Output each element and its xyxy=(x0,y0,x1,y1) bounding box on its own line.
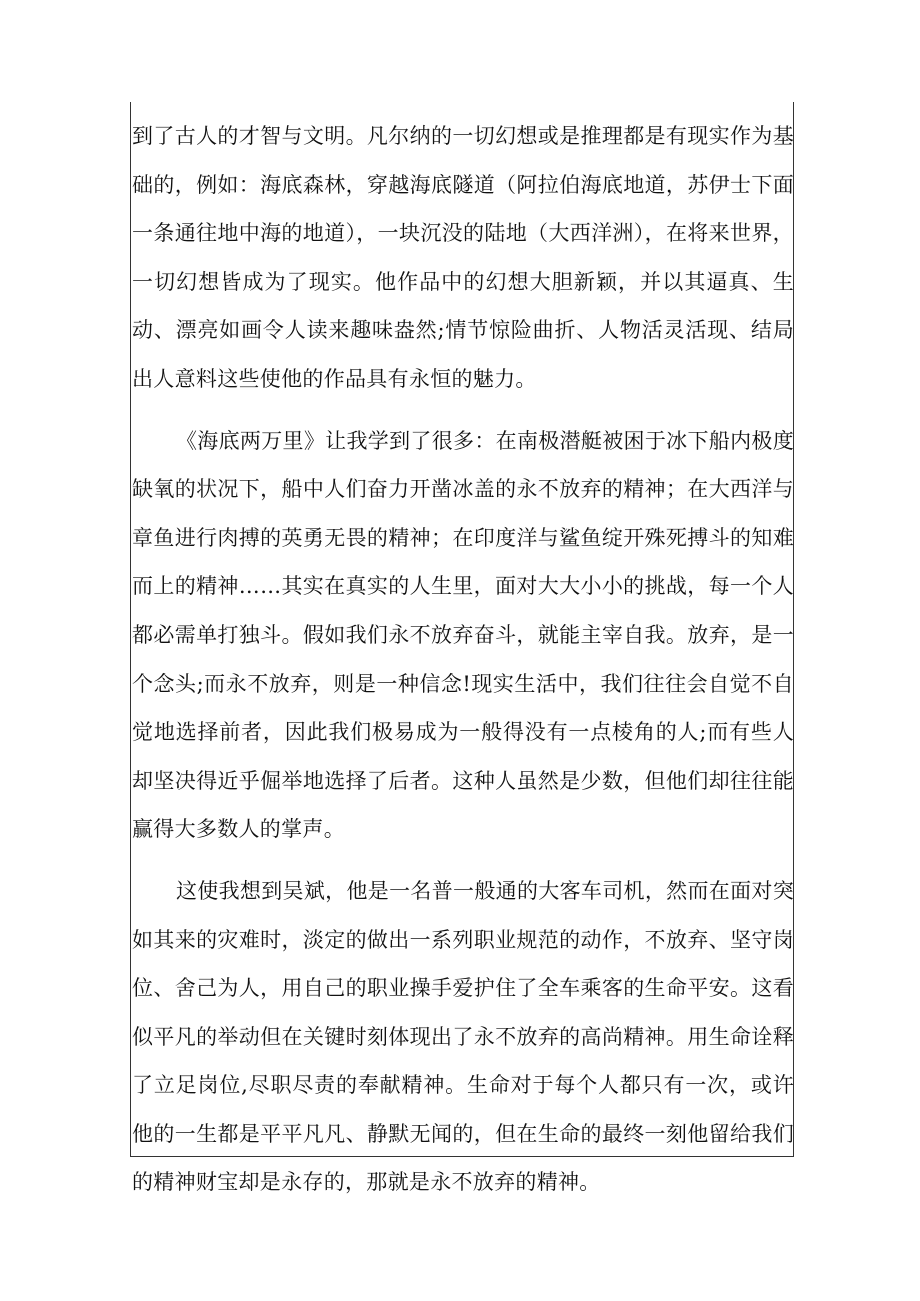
paragraph-3: 这使我想到吴斌，他是一名普一般通的大客车司机，然而在面对突如其来的灾难时，淡定的做出一系列职业规范的动作，不放弃、坚守岗位、舍己为人，用自己的职业操手爱护住了全车乘客的生命平安。这看似平凡的举动但在关键时刻体现出了永不放弃的高尚精神。用生命诠释了立足岗位,尽职尽责的奉献精神。生命对于每个人都只有一次，或许他的一生都是平平凡凡、静默无闻的，但在生命的最终一刻他留给我们的精神财宝却是永存的，那就是永不放弃的精神。 xyxy=(132,878,794,1195)
paragraph-2: 《海底两万里》让我学到了很多：在南极潜艇被困于冰下船内极度缺氧的状况下，船中人们奋力开凿冰盖的永不放弃的精神；在大西洋与章鱼进行肉搏的英勇无畏的精神；在印度洋与鲨鱼绽开殊死搏斗的知难而上的精神……其实在真实的人生里，面对大大小小的挑战，每一个人都必需单打独斗。假如我们永不放弃奋斗，就能主宰自我。放弃，是一个念头;而永不放弃，则是一种信念!现实生活中，我们往往会自觉不自觉地选择前者，因此我们极易成为一般得没有一点棱角的人;而有些人却坚决得近乎倔举地选择了后者。这种人虽然是少数，但他们却往往能赢得大多数人的掌声。 xyxy=(132,428,794,842)
table-cell xyxy=(130,102,794,1195)
essay-text xyxy=(132,112,794,1220)
paragraph-1: 到了古人的才智与文明。凡尔纳的一切幻想或是推理都是有现实作为基础的，例如：海底森林，穿越海底隧道（阿拉伯海底地道，苏伊士下面一条通往地中海的地道），一块沉没的陆地（大西洋洲），在将来世界，一切幻想皆成为了现实。他作品中的幻想大胆新颖，并以其逼真、生动、漂亮如画令人读来趣味盎然;情节惊险曲折、人物活灵活现、结局出人意料这些使他的作品具有永恒的魅力。 xyxy=(132,124,794,391)
